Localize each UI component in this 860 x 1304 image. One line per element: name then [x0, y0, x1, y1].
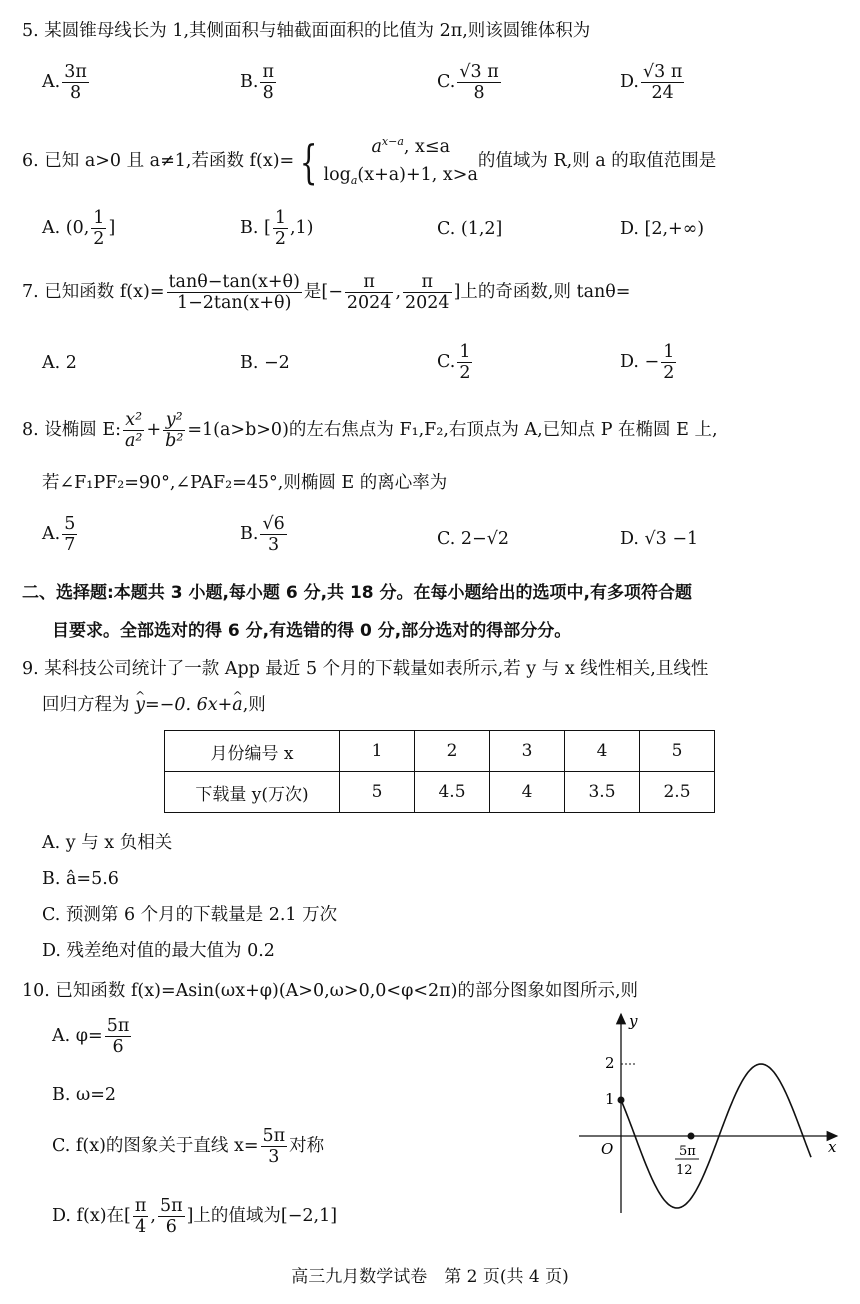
q6-option-c: C. (1,2] — [437, 219, 503, 239]
q7-option-b: B. −2 — [240, 353, 290, 373]
table-cell: 4.5 — [415, 772, 490, 813]
q9-option-a: A. y 与 x 负相关 — [42, 833, 173, 853]
q7-option-a: A. 2 — [42, 353, 77, 373]
piecewise-cases: $a^{x-a}$, x≤a $\log_a(x+a)+1$, x>a — [323, 135, 478, 187]
page-footer: 高三九月数学试卷 第 2 页(共 4 页) — [291, 1267, 569, 1287]
q9-option-b: B. â=5.6 — [42, 869, 119, 889]
q6-option-b: B. [ $\frac{1}{2}$ ,1) — [240, 208, 314, 249]
q6-stem: 6. 已知 a>0 且 a≠1,若函数 f(x)= { $a^{x-a}$, x≤a $\log_a(x+a)+1$, x>a 的值域为 R,则 a 的取值范围是 — [22, 128, 716, 195]
section2-heading-line1: 二、选择题:本题共 3 小题,每小题 6 分,共 18 分。在每小题给出的选项中,有多项符合题 — [22, 583, 692, 603]
q9-option-d: D. 残差绝对值的最大值为 0.2 — [42, 941, 275, 961]
q5-option-d: D. $\frac{√3 \pi}{24}$ — [620, 62, 683, 103]
q9-stem-line1: 9. 某科技公司统计了一款 App 最近 5 个月的下载量如表所示,若 y 与 x 线性相关,且线性 — [22, 659, 709, 679]
q10-stem: 10. 已知函数 f(x)=Asin(ωx+φ)(A>0,ω>0,0<φ<2π)的部分图象如图所示,则 — [22, 981, 639, 1001]
table-cell: 1 — [340, 731, 415, 772]
point-y-intercept — [618, 1097, 625, 1104]
q8-stem-line2: 若∠F₁PF₂=90°,∠PAF₂=45°,则椭圆 E 的离心率为 — [42, 473, 448, 493]
q8-option-c: C. 2−√2 — [437, 529, 509, 549]
q10-option-b: B. ω=2 — [52, 1085, 117, 1105]
q6-option-a: A. (0, $\frac{1}{2}$ ] — [42, 208, 116, 249]
sine-graph — [575, 1008, 845, 1218]
origin-label: O — [601, 1140, 614, 1158]
piecewise-brace: { — [300, 134, 318, 189]
q7-option-d: D. − $\frac{1}{2}$ — [620, 342, 675, 383]
q8-option-b: B. $\frac{√6}{3}$ — [240, 514, 285, 555]
table-cell: 5 — [640, 731, 715, 772]
section2-heading-line2: 目要求。全部选对的得 6 分,有选错的得 0 分,部分选对的得部分分。 — [52, 621, 572, 641]
table-header-cell: 月份编号 x — [165, 731, 340, 772]
y-axis-label: y — [629, 1012, 638, 1030]
table-cell: 2 — [415, 731, 490, 772]
table-cell: 3 — [490, 731, 565, 772]
q5-option-b: B. $\frac{\pi}{8}$ — [240, 62, 274, 103]
q5-option-a: A. $\frac{3\pi}{8}$ — [42, 62, 87, 103]
tick-label-x-den: 12 — [676, 1163, 693, 1178]
table-cell: 4 — [490, 772, 565, 813]
q8-stem: 8. 设椭圆 E: $\frac{\text{x²}}{\text{a²}}$ + $\frac{\text{y²}}{\text{b²}}$ =1(a>b>0)的左右焦点为 F₁,F₂,右顶点为 A,已知点 P 在椭圆 E 上, — [22, 410, 718, 451]
q5-stem: 5. 某圆锥母线长为 1,其侧面积与轴截面面积的比值为 2π,则该圆锥体积为 — [22, 21, 591, 41]
q10-option-c: C. f(x)的图象关于直线 x= $\frac{5\pi}{3}$ 对称 — [52, 1126, 325, 1167]
q10-option-d: D. f(x)在[ $\frac{\pi}{4}$ , $\frac{5\pi}{6}$ ]上的值域为[−2,1] — [52, 1196, 338, 1237]
tick-label-y2: 2 — [605, 1054, 615, 1072]
q7-stem: 7. 已知函数 f(x)= $\frac{\tan\theta-\tan(x+\theta)}{1-2\tan(x+\theta)}$ 是[− $\frac{\pi}{2024}$ , $\frac{\pi}{2024}$ ]上的奇函数,则 tanθ= — [22, 272, 631, 313]
q9-option-c: C. 预测第 6 个月的下载量是 2.1 万次 — [42, 905, 338, 925]
table-cell: 3.5 — [565, 772, 640, 813]
table-cell: 5 — [340, 772, 415, 813]
tick-label-y1: 1 — [605, 1090, 615, 1108]
q6-option-d: D. [2,+∞) — [620, 219, 705, 239]
download-table — [164, 730, 715, 813]
q8-option-d: D. √3 −1 — [620, 529, 699, 549]
x-axis-label: x — [828, 1138, 837, 1156]
point-zero-crossing — [688, 1133, 695, 1140]
q7-option-c: C. $\frac{1}{2}$ — [437, 342, 471, 383]
q8-option-a: A. $\frac{5}{7}$ — [42, 514, 76, 555]
table-cell: 2.5 — [640, 772, 715, 813]
q10-option-a: A. φ= $\frac{5\pi}{6}$ — [52, 1016, 130, 1057]
table-cell: 4 — [565, 731, 640, 772]
table-row — [165, 772, 715, 813]
tick-label-x-num: 5π — [679, 1144, 696, 1159]
table-header-cell: 下载量 y(万次) — [165, 772, 340, 813]
table-row — [165, 731, 715, 772]
q5-option-c: C. $\frac{√3 \pi}{8}$ — [437, 62, 499, 103]
q9-stem-line2: 回归方程为 ^ y=−0. 6x+^ a,则 — [42, 692, 266, 718]
